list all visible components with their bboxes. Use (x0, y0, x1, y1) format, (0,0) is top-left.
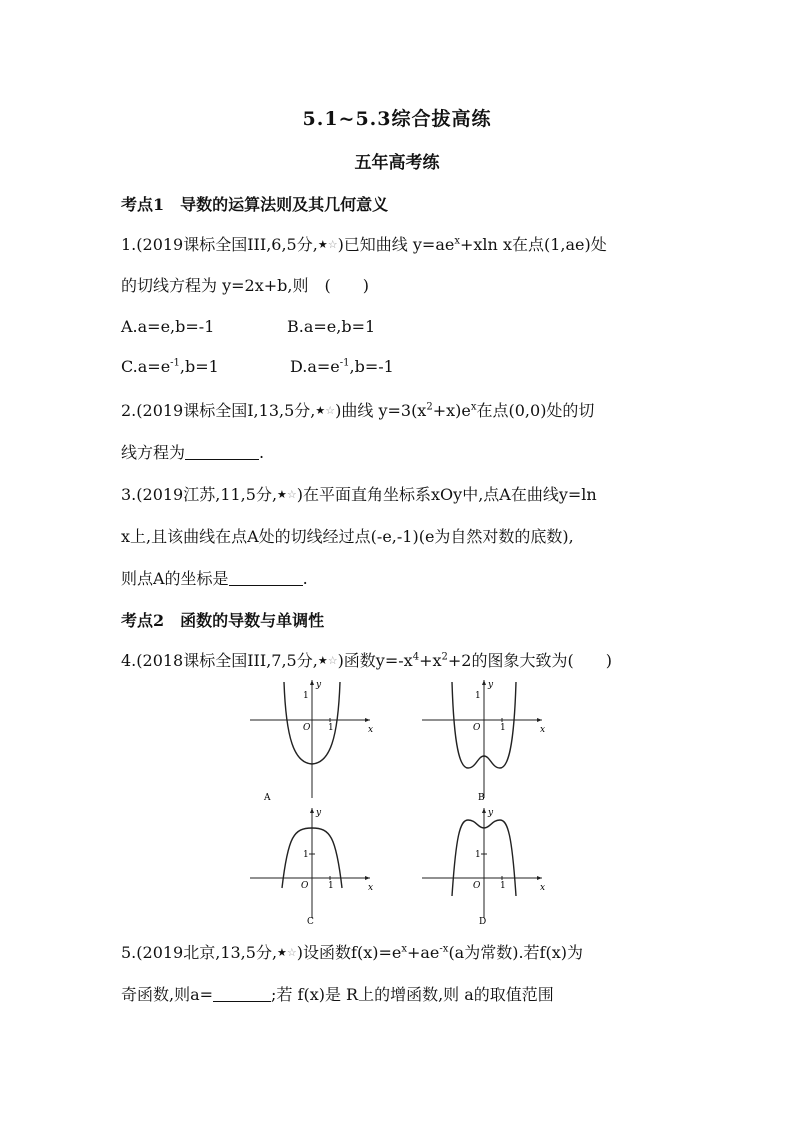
svg-text:1: 1 (475, 691, 481, 701)
q5-line1: 5.(2019北京,13,5分,★☆)设函数$f(x)=e^x+ae^{-x}(a$为常数).若f(x)为 (121, 943, 583, 962)
star-rating-icon: ★☆ (277, 488, 297, 501)
q2-line1: 2.(2019课标全国Ⅰ,13,5分,★☆)曲线 $y=3(x^2+x)e^x$在点(0,0)处的切 (121, 401, 595, 420)
svg-text:1: 1 (475, 850, 481, 860)
graph-b[interactable] (418, 678, 548, 803)
q3-line3: 则点A的坐标是 . (121, 569, 308, 588)
star-rating-icon: ★☆ (317, 654, 338, 667)
svg-text:1: 1 (328, 881, 334, 891)
graph-c[interactable] (246, 806, 376, 928)
svg-text:y: y (488, 680, 494, 690)
svg-text:x: x (540, 725, 546, 735)
section-heading-2: 考点2 函数的导数与单调性 (121, 611, 325, 630)
section-heading-1: 考点1 导数的运算法则及其几何意义 (121, 195, 389, 214)
q1-option-a: A.a=e,b=-1 (121, 317, 215, 336)
answer-blank[interactable] (229, 584, 303, 586)
star-rating-icon: ★☆ (315, 404, 336, 417)
svg-text:x: x (368, 725, 374, 735)
q4-line1: 4.(2018课标全国III,7,5分,★☆)函数$y=-x^4+x^2+2$的图象大致为( ) (121, 651, 612, 670)
svg-text:x: x (368, 883, 374, 893)
q5-line2: 奇函数,则a= ;若 f(x)是 R上的增函数,则 a的取值范围 (121, 985, 554, 1004)
q1-line2: 的切线方程为 y=2x+b,则 ( ) (121, 276, 369, 295)
q1-option-c: $C.a=e^{-1},b=1$ (121, 357, 219, 376)
svg-text:1: 1 (303, 691, 309, 701)
svg-text:1: 1 (303, 850, 309, 860)
graph-d[interactable] (418, 806, 548, 928)
svg-text:y: y (488, 808, 494, 818)
q1-option-b: B.a=e,b=1 (287, 317, 376, 336)
svg-text:1: 1 (328, 723, 334, 733)
svg-text:x: x (540, 883, 546, 893)
page-title: 5.1~5.3综合拔高练 (302, 108, 492, 130)
answer-blank[interactable] (185, 458, 259, 460)
page-subtitle: 五年高考练 (354, 153, 440, 173)
star-rating-icon: ★☆ (317, 238, 338, 251)
q1-line1: 1.(2019课标全国III,6,5分,★☆)已知曲线 $y=ae^x+xln$ x在点(1,ae)处 (121, 235, 607, 254)
svg-text:A: A (264, 793, 271, 803)
graph-a[interactable] (246, 678, 376, 803)
answer-blank[interactable] (213, 1000, 271, 1002)
svg-text:D: D (479, 917, 487, 927)
q2-line2: 线方程为 . (121, 443, 265, 462)
q3-line2: x上,且该曲线在点A处的切线经过点(-e,-1)(e为自然对数的底数), (121, 527, 574, 546)
svg-text:O: O (473, 723, 481, 733)
q1-option-d: $D.a=e^{-1},b=-1$ (290, 357, 394, 376)
star-rating-icon: ★☆ (277, 946, 297, 959)
svg-text:C: C (307, 917, 314, 927)
svg-text:y: y (316, 808, 322, 818)
svg-text:1: 1 (500, 881, 506, 891)
svg-text:1: 1 (500, 723, 506, 733)
q3-line1: 3.(2019江苏,11,5分,★☆)在平面直角坐标系xOy中,点A在曲线y=ln (121, 485, 597, 504)
svg-text:B: B (478, 793, 485, 803)
svg-text:y: y (316, 680, 322, 690)
svg-text:O: O (301, 881, 309, 891)
svg-text:O: O (473, 881, 481, 891)
svg-text:O: O (303, 723, 311, 733)
